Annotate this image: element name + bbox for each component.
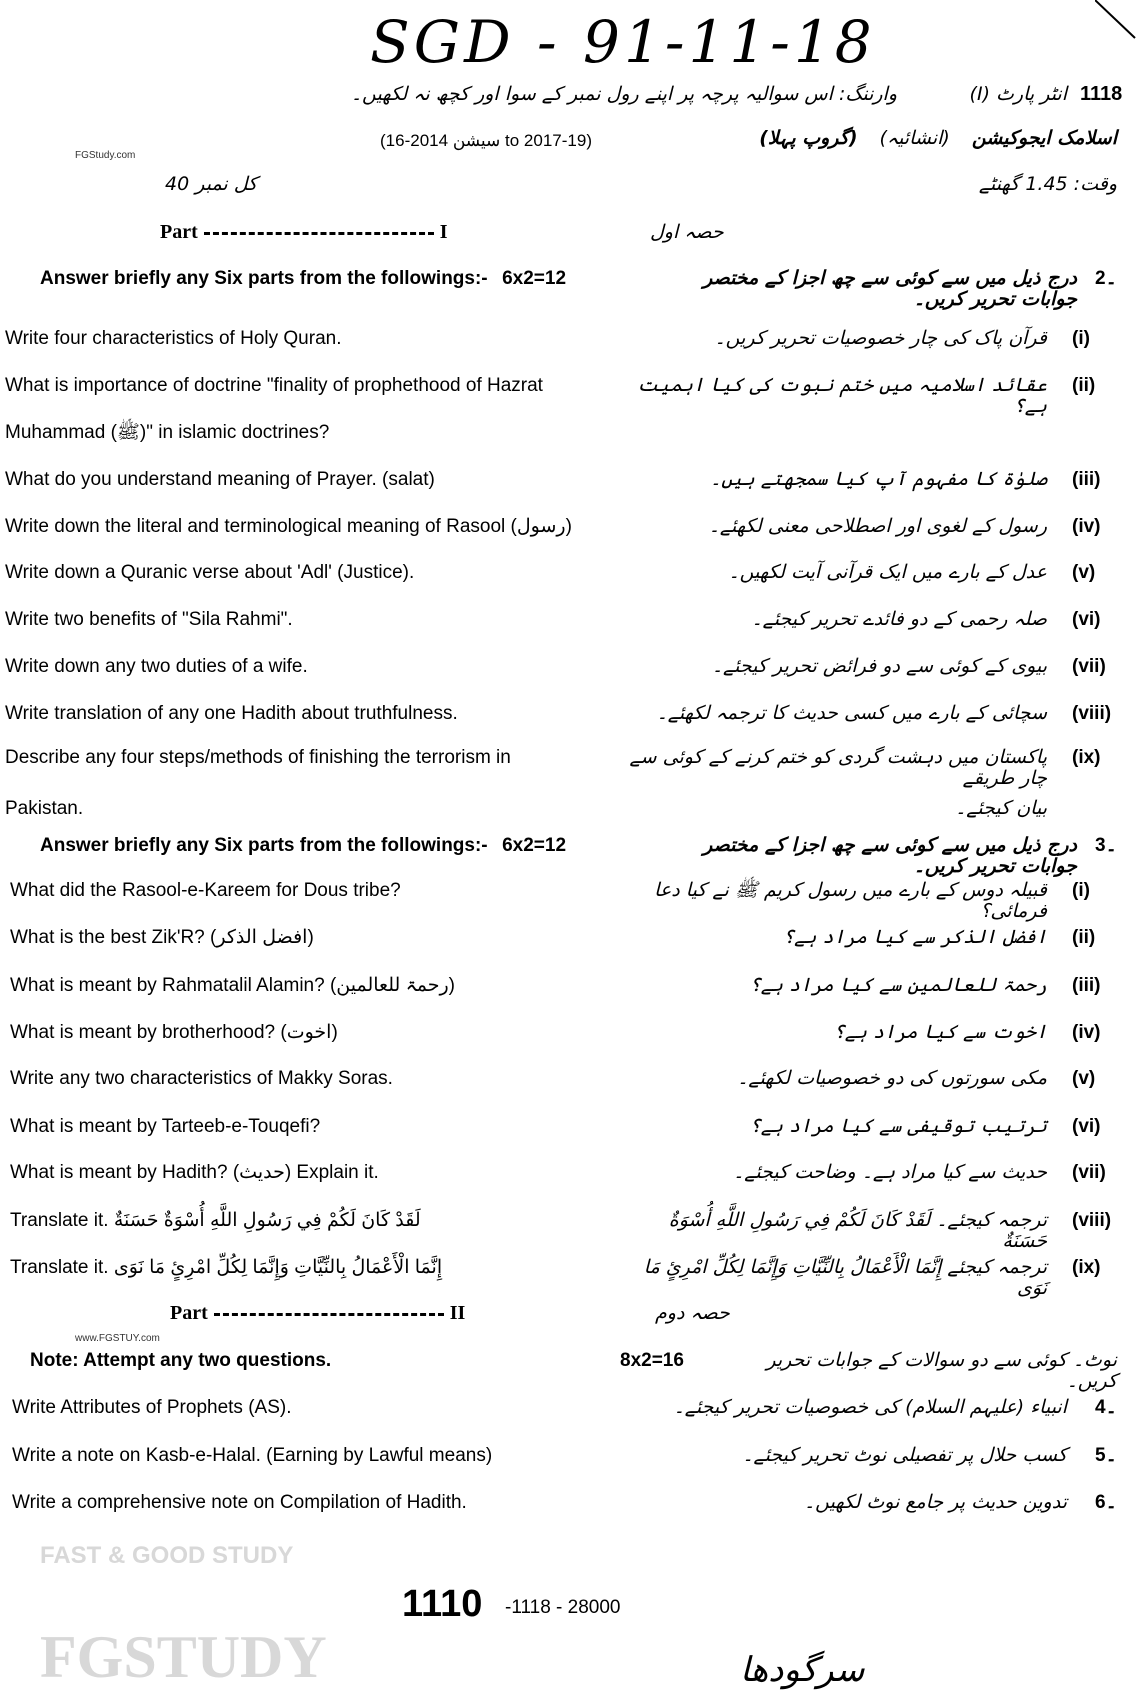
q2-item-7-urdu: بیوی کے کوئی سے دو فرائض تحریر کیجئے۔ (711, 655, 1047, 677)
part-label: Part (170, 1302, 208, 1324)
q2-item-3-urdu: صلوٰۃ کا مفہوم آپ کیا سمجھتے ہیں۔ (710, 468, 1047, 490)
watermark-tagline: FAST & GOOD STUDY (40, 1542, 294, 1569)
part-2-heading (170, 1303, 465, 1324)
part-label: Part (160, 221, 198, 243)
footer-code-small: -1118 - 28000 (505, 1597, 621, 1618)
part-number: II (449, 1302, 466, 1324)
question-6-english: Write a comprehensive note on Compilation of Hadith. (12, 1492, 467, 1513)
q2-item-4-english: Write down the literal and terminological meaning of Rasool (رسول) (5, 516, 572, 537)
part-number: I (439, 221, 448, 243)
q2-instruction-en: Answer briefly any Six parts from the followings:- (40, 268, 488, 289)
q2-item-3-english: What do you understand meaning of Prayer. (salat) (5, 469, 435, 490)
q3-item-7-label: (vii) (1072, 1162, 1106, 1183)
watermark-fgstudy: FGSTUDY (40, 1624, 327, 1690)
time-label: وقت: 1.45 گھنٹے (978, 173, 1117, 195)
q3-item-5-label: (v) (1072, 1068, 1096, 1089)
q3-item-7-english: What is meant by Hadith? (حدیث) Explain it. (10, 1162, 379, 1183)
subject-label: اسلامک ایجوکیشن (971, 127, 1117, 149)
part-1-urdu: حصہ اول (650, 221, 724, 243)
q3-item-7-urdu: حدیث سے کیا مراد ہے۔ وضاحت کیجئے۔ (733, 1161, 1047, 1183)
q2-item-8-label: (viii) (1072, 703, 1112, 724)
q3-instruction-urdu: درج ذیل میں سے کوئی سے چھ اجزا کے مختصر جوابات تحریر کریں۔ (703, 834, 1077, 877)
group-label: (گروپ پہلا) (759, 127, 858, 149)
q3-item-2-label: (ii) (1072, 927, 1096, 948)
q2-item-6-urdu: صلہ رحمی کے دو فائدے تحریر کیجئے۔ (751, 608, 1047, 630)
q3-item-9-label: (ix) (1072, 1257, 1101, 1278)
part-2-marks: 8x2=16 (620, 1350, 684, 1371)
paper-type: (انشائیہ) (879, 127, 950, 149)
question-5-english: Write a note on Kasb-e-Halal. (Earning by Lawful means) (12, 1445, 493, 1466)
q3-instruction (40, 835, 630, 857)
q3-item-5-english: Write any two characteristics of Makky Soras. (10, 1068, 393, 1089)
question-5-urdu: کسب حلال پر تفصیلی نوٹ تحریر کیجئے۔ (742, 1444, 1067, 1466)
q2-item-8-urdu: سچائی کے بارے میں کسی حدیث کا ترجمہ لکھئے۔ (656, 702, 1047, 724)
q3-number: 3۔ (1095, 835, 1117, 856)
q3-item-2-english: What is the best Zik'R? (افضل الذکر) (10, 927, 314, 948)
q3-item-4-english: What is meant by brotherhood? (اخوت) (10, 1022, 338, 1043)
q3-item-1-english: What did the Rasool-e-Kareem for Dous tribe? (10, 880, 401, 901)
q3-item-3-english: What is meant by Rahmatalil Alamin? (رحمۃ للعالمین) (10, 975, 455, 996)
question-6-number: 6۔ (1095, 1492, 1117, 1513)
q2-item-3-label: (iii) (1072, 469, 1101, 490)
q3-item-6-english: What is meant by Tarteeb-e-Touqefi? (10, 1116, 321, 1137)
part-2-urdu: حصہ دوم (655, 1302, 730, 1324)
total-marks: کل نمبر 40 (165, 173, 258, 195)
handwritten-code: SGD - 91-11-18 (370, 8, 876, 76)
warning-text: وارننگ: اس سوالیہ پرچہ پر اپنے رول نمبر کے سوا اور کچھ نہ لکھیں۔ (350, 83, 897, 105)
q2-item-6-english: Write two benefits of "Sila Rahmi". (5, 609, 293, 630)
question-4-english: Write Attributes of Prophets (AS). (12, 1397, 292, 1418)
q2-item-9-urdu-cont: بیان کیجئے۔ (955, 797, 1047, 819)
question-5-number: 5۔ (1095, 1445, 1117, 1466)
question-4-number: 4۔ (1095, 1397, 1117, 1418)
question-6-urdu: تدوین حدیث پر جامع نوٹ لکھیں۔ (803, 1491, 1067, 1513)
q2-item-9-english: Describe any four steps/methods of finishing the terrorism in (5, 747, 511, 768)
question-4-urdu: انبیاء (علیہم السلام) کی خصوصیات تحریر کیجئے۔ (673, 1396, 1067, 1418)
q3-item-9-urdu: ترجمہ کیجئے إِنَّمَا الْأَعْمَالُ بِالنِّيَّاتِ وَإِنَّمَا لِكُلِّ امْرِئٍ مَا نَوَى (643, 1256, 1047, 1299)
part-2-note-urdu: نوٹ۔ کوئی سے دو سوالات کے جوابات تحریر کریں۔ (766, 1349, 1117, 1392)
q2-item-1-urdu: قرآن پاک کی چار خصوصیات تحریر کریں۔ (714, 327, 1047, 349)
class-label: انٹر پارٹ (I) (969, 83, 1067, 105)
part-1-heading (160, 222, 448, 243)
q2-item-2-english-cont: Muhammad (ﷺ)" in islamic doctrines? (5, 422, 330, 443)
q2-instruction-urdu: درج ذیل میں سے کوئی سے چھ اجزا کے مختصر جوابات تحریر کریں۔ (703, 267, 1077, 310)
q3-item-3-label: (iii) (1072, 975, 1101, 996)
q2-number: 2۔ (1095, 268, 1117, 289)
q3-item-8-english: Translate it. لَقَدْ كَانَ لَكُمْ فِي رَسُولِ اللَّهِ أُسْوَةٌ حَسَنَةٌ (10, 1210, 421, 1231)
q3-item-3-urdu: رحمۃ للعالمین سے کیا مراد ہے؟ (749, 974, 1047, 996)
q2-item-1-label: (i) (1072, 328, 1090, 349)
q2-marks: 6x2=12 (502, 268, 567, 289)
q2-item-8-english: Write translation of any one Hadith about truthfulness. (5, 703, 458, 724)
corner-scan-line (1095, 0, 1137, 40)
q2-item-4-urdu: رسول کے لغوی اور اصطلاحی معنی لکھئے۔ (708, 515, 1047, 537)
q2-item-5-label: (v) (1072, 562, 1096, 583)
session-label: (سیشن 2014-16 to 2017-19) (380, 131, 592, 150)
part-2-note: Note: Attempt any two questions. (30, 1350, 332, 1371)
q3-item-8-label: (viii) (1072, 1210, 1112, 1231)
q3-item-4-urdu: اخوت سے کیا مراد ہے؟ (833, 1021, 1047, 1043)
q2-item-5-urdu: عدل کے بارے میں ایک قرآنی آیت لکھیں۔ (728, 561, 1047, 583)
q2-item-5-english: Write down a Quranic verse about 'Adl' (Justice). (5, 562, 415, 583)
q3-item-6-label: (vi) (1072, 1116, 1101, 1137)
q3-marks: 6x2=12 (502, 835, 567, 856)
q2-item-2-urdu: عقائد اسلامیہ میں ختم نبوت کی کیا اہمیت ہے؟ (637, 374, 1047, 417)
q2-item-7-english: Write down any two duties of a wife. (5, 656, 308, 677)
watermark-text: www.FGSTUY.com (75, 1333, 160, 1344)
q2-item-6-label: (vi) (1072, 609, 1101, 630)
q2-item-2-english: What is importance of doctrine "finality of prophethood of Hazrat (5, 375, 543, 396)
q3-item-2-urdu: افضل الذکر سے کیا مراد ہے؟ (783, 926, 1047, 948)
subject-row (759, 128, 1117, 149)
q2-item-1-english: Write four characteristics of Holy Quran. (5, 328, 342, 349)
q2-item-9-english-cont: Pakistan. (5, 798, 84, 819)
paper-code: 1118 (1080, 83, 1123, 105)
handwritten-signature: سرگودھا (740, 1650, 865, 1690)
q3-item-8-urdu: ترجمہ کیجئے۔ لَقَدْ كَانَ لَكُمْ فِي رَسُولِ اللَّهِ أُسْوَةٌ حَسَنَةٌ (668, 1209, 1047, 1252)
q3-item-9-english: Translate it. إِنَّمَا الْأَعْمَالُ بِالنِّيَّاتِ وَإِنَّمَا لِكُلِّ امْرِئٍ مَا نَوَى (10, 1257, 443, 1278)
q2-instruction (40, 268, 630, 290)
q3-item-4-label: (iv) (1072, 1022, 1101, 1043)
q2-item-9-label: (ix) (1072, 747, 1101, 768)
q3-item-6-urdu: ترتیب توقیفی سے کیا مراد ہے؟ (749, 1115, 1047, 1137)
q2-item-7-label: (vii) (1072, 656, 1106, 677)
q3-instruction-en: Answer briefly any Six parts from the followings:- (40, 835, 488, 856)
q3-item-5-urdu: مکی سورتوں کی دو خصوصیات لکھئے۔ (737, 1067, 1047, 1089)
q2-item-2-label: (ii) (1072, 375, 1096, 396)
footer-code: 1110 (402, 1583, 483, 1625)
q2-item-9-urdu: پاکستان میں دہشت گردی کو ختم کرنے کے کوئی سے چار طریقے (629, 746, 1047, 789)
q3-item-1-label: (i) (1072, 880, 1090, 901)
watermark-text: FGStudy.com (75, 150, 136, 161)
q3-item-1-urdu: قبیلہ دوس کے بارے میں رسول کریم ﷺ نے کیا دعا فرمائی؟ (654, 879, 1047, 922)
q2-item-4-label: (iv) (1072, 516, 1101, 537)
